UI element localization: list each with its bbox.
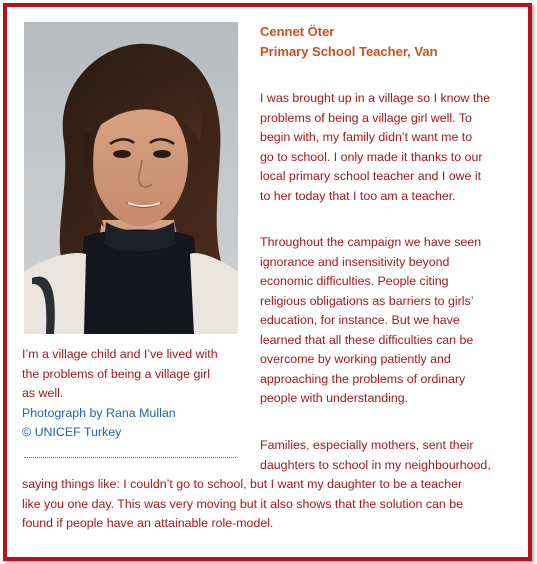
portrait-illustration	[24, 22, 238, 334]
paragraph-line: found if people have an attainable role-model.	[22, 516, 274, 530]
paragraph-line: economic difficulties. People citing	[260, 274, 449, 288]
paragraph-line: Throughout the campaign we have seen	[260, 235, 482, 249]
paragraph-line: learned that all these difficulties can be	[260, 332, 474, 347]
paragraph-line: Families, especially mothers, sent their	[260, 438, 474, 452]
paragraph-line: I was brought up in a village so I know the	[260, 91, 491, 105]
portrait-photo	[24, 22, 238, 334]
photo-caption	[22, 345, 236, 443]
quote-paragraph-2	[260, 233, 516, 409]
speaker-name: Cennet Öter	[260, 24, 335, 39]
quote-paragraph-1	[260, 89, 516, 206]
caption-divider	[24, 457, 236, 458]
caption-line: the problems of being a village girl	[22, 366, 211, 381]
paragraph-line: local primary school teacher and I owe it	[260, 169, 482, 183]
quote-paragraph-3-wide	[22, 475, 522, 534]
caption-line: I’m a village child and I’ve lived with	[22, 347, 218, 361]
paragraph-line: ignorance and insensitivity beyond	[260, 254, 450, 269]
paragraph-line: people with understanding.	[260, 391, 409, 405]
photo-credit-line: Photograph by Rana Mullan	[22, 405, 176, 420]
paragraph-line: saying things like: I couldn’t go to school, but I want my daughter to be a teacher	[22, 477, 463, 491]
paragraph-line: to her today that I too am a teacher.	[260, 188, 456, 203]
paragraph-line: overcome by working patiently and	[260, 352, 451, 366]
paragraph-line: approaching the problems of ordinary	[260, 371, 466, 386]
paragraph-line: religious obligations as barriers to girls’	[260, 293, 474, 308]
quote-paragraph-3-column	[260, 436, 516, 475]
paragraph-line: daughters to school in my neighbourhood,	[260, 457, 491, 472]
paragraph-line: education, for instance. But we have	[260, 313, 460, 327]
speaker-role: Primary School Teacher, Van	[260, 43, 438, 59]
caption-line: as well.	[22, 386, 64, 400]
paragraph-line: go to school. I only made it thanks to our	[260, 149, 483, 164]
paragraph-line: begin with, my family didn’t want me to	[260, 130, 473, 144]
paragraph-line: like you one day. This was very moving but it also shows that the solution can be	[22, 496, 464, 511]
speaker-heading	[260, 22, 438, 61]
photo-credit-line: © UNICEF Turkey	[22, 425, 122, 439]
paragraph-line: problems of being a village girl well. To	[260, 110, 472, 125]
